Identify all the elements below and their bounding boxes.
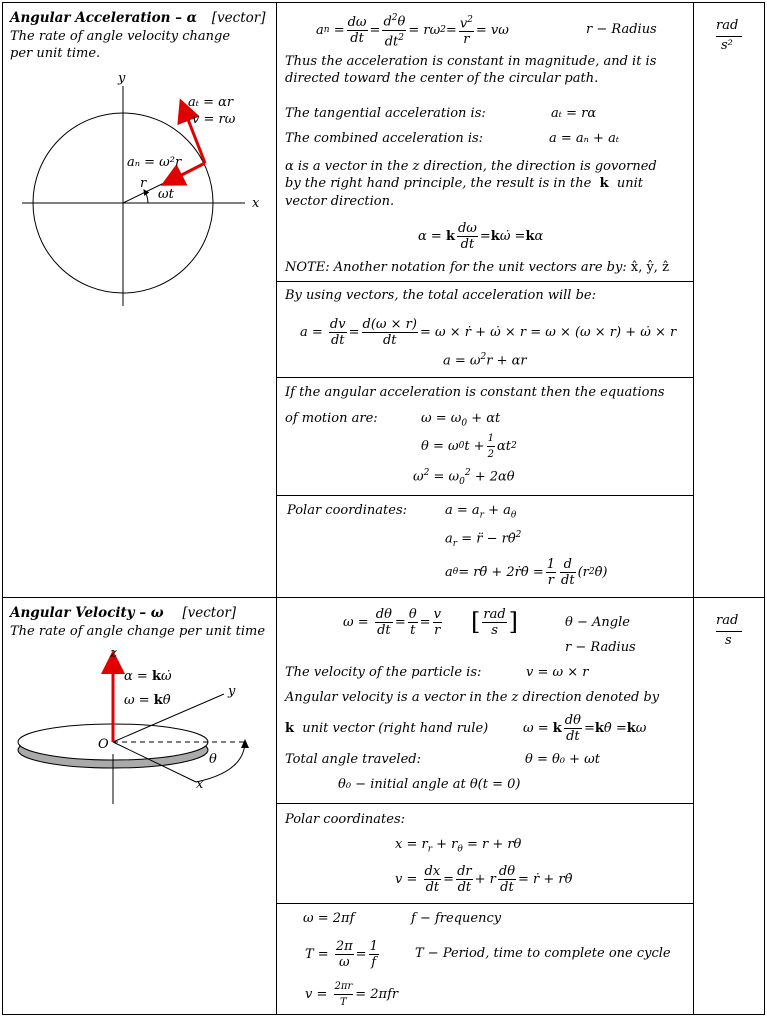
total-angle-eq: θ = θ₀ + ωt — [525, 752, 601, 767]
table-border-bottom — [2, 1014, 764, 1015]
row-divider — [2, 597, 764, 598]
polar-label-accel: Polar coordinates: — [287, 503, 408, 518]
polar-label-vel: Polar coordinates: — [285, 812, 406, 827]
accel-desc-2: per unit time. — [10, 46, 101, 61]
omega-motion-eq: $\omega = \omega_0 + \alpha t$ — [421, 411, 501, 429]
vector-accel-text: By using vectors, the total acceleration will be: — [285, 288, 596, 303]
theta-label: θ — [209, 752, 217, 767]
velocity-label: v = rω — [192, 112, 236, 127]
combined-eq: a = aₙ + aₜ — [549, 131, 620, 146]
sub-divider-5 — [276, 903, 694, 904]
accel-desc-1: The rate of angle velocity change — [10, 29, 231, 44]
period-def: T − Period, time to complete one cycle — [415, 946, 671, 961]
velocity-text: The velocity of the particle is: — [285, 665, 482, 680]
total-accel-result: $a = \omega^2r + \alpha r$ — [443, 352, 527, 369]
initial-angle-text: θ₀ − initial angle at θ(t = 0) — [338, 777, 521, 792]
accel-unit-num: rad — [716, 18, 739, 33]
accel-title: Angular Acceleration – α [vector] — [10, 10, 266, 26]
frequency-def: f − frequency — [411, 911, 502, 926]
vel-unit-bar — [716, 631, 742, 632]
x-axis-label: x — [252, 196, 260, 211]
tangential-text: The tangential acceleration is: — [285, 106, 486, 121]
total-angle-text: Total angle traveled: — [285, 752, 421, 767]
disk-rotation-diagram — [0, 642, 276, 812]
velocity-eq: v = ω × r — [526, 665, 589, 680]
accel-line-1: Thus the acceleration is constant in magnitude, and it is — [285, 54, 657, 69]
omega-def-eq: ω = dθ dt = θ t = v r — [343, 606, 441, 638]
polar-x-eq: $x = r_r + r_\theta = r + r\theta$ — [395, 837, 522, 855]
alpha-vector-eq: α = k dω dt = k ω̇ = k α — [418, 220, 544, 252]
angle-def: θ − Angle — [565, 615, 630, 630]
velocity-freq-eq: v = 2πr T = 2πfr — [305, 980, 399, 1008]
theta-arrowhead — [241, 739, 249, 748]
accel-unit-bar — [716, 36, 742, 37]
omega-freq-eq: ω = 2πf — [303, 911, 355, 926]
x-label: x — [196, 777, 204, 792]
table-border-right — [764, 2, 765, 1015]
unit-vector-text: k unit vector (right hand rule) — [285, 721, 489, 736]
accel-unit-den: s² — [721, 38, 733, 53]
omega-vector-eq: ω = k dθ dt = k θ̇ = k ω — [523, 712, 647, 744]
angle-label: ωt — [158, 187, 174, 202]
omega-squared-eq: $\omega^2 = \omega_0^2 + 2\alpha\theta$ — [413, 468, 515, 487]
vector-text: Angular velocity is a vector in the z direction denoted by — [285, 690, 660, 705]
period-eq: T = 2π ω = 1 f — [305, 938, 378, 970]
radius-def-vel: r − Radius — [565, 640, 636, 655]
table-border-top — [2, 2, 764, 3]
polar-a-eq: $a = a_r + a_\theta$ — [445, 503, 517, 521]
vel-unit-num: rad — [716, 613, 739, 628]
radius-label: r — [140, 176, 147, 191]
normal-acceleration-eq: a n = dω dt = $d^2\theta$ $dt^2$ = rω 2 = $v^2$ r = vω — [316, 13, 509, 49]
total-accel-eq: a = dv dt = d(ω × r) dt = ω × ṙ + ω̇ × r = ω × (ω × r) + ω̇ × r — [300, 316, 677, 348]
sub-divider-2 — [276, 377, 694, 378]
tangential-label: aₜ = αr — [188, 95, 234, 110]
theta-motion-eq: θ = ω 0 t + 1 2 αt 2 — [421, 432, 517, 460]
polar-ar-eq: $a_r$ = r̈ − rθ̇$^2$ — [445, 530, 522, 549]
omega-label: ω = kθ̇ — [124, 693, 171, 708]
origin-label: O — [98, 737, 109, 752]
radius-def: r − Radius — [586, 22, 657, 37]
y-axis-label: y — [118, 71, 126, 86]
column-divider-2 — [693, 2, 694, 1015]
const-accel-line-1: If the angular acceleration is constant then the equations — [285, 385, 665, 400]
polar-v-eq: v = dx dt = dr dt + r dθ dt = ṙ + rθ̇ — [395, 863, 573, 895]
tangential-eq: aₜ = rα — [551, 106, 597, 121]
accel-line-2: directed toward the center of the circular path. — [285, 71, 599, 86]
column-divider-1 — [276, 2, 277, 1015]
omega-units: [ rad s ] — [471, 606, 519, 638]
combined-text: The combined acceleration is: — [285, 131, 484, 146]
normal-label: aₙ = ω²r — [127, 155, 182, 170]
direction-line-1: α is a vector in the z direction, the direction is govorned — [285, 159, 657, 174]
sub-divider-3 — [276, 495, 694, 496]
y-label: y — [228, 684, 236, 699]
vel-unit-den: s — [725, 633, 732, 648]
direction-line-3: vector direction. — [285, 194, 395, 209]
vel-desc-1: The rate of angle change per unit time — [10, 624, 266, 639]
const-accel-line-2: of motion are: — [285, 411, 378, 426]
circular-motion-diagram — [0, 66, 276, 306]
sub-divider-4 — [276, 803, 694, 804]
polar-atheta-eq: a θ = rθ̈ + 2ṙθ̇ = 1 r d dt (r 2 θ̇) — [445, 556, 608, 588]
sub-divider-1 — [276, 281, 694, 282]
unit-vector-note: NOTE: Another notation for the unit vectors are by: x̂, ŷ, ẑ — [285, 260, 669, 275]
alpha-label: α = kω̇ — [124, 669, 172, 684]
z-label: z — [110, 646, 117, 661]
direction-line-2: by the right hand principle, the result is in the k unit — [285, 176, 644, 191]
vel-title: Angular Velocity – ω [vector] — [10, 605, 237, 621]
